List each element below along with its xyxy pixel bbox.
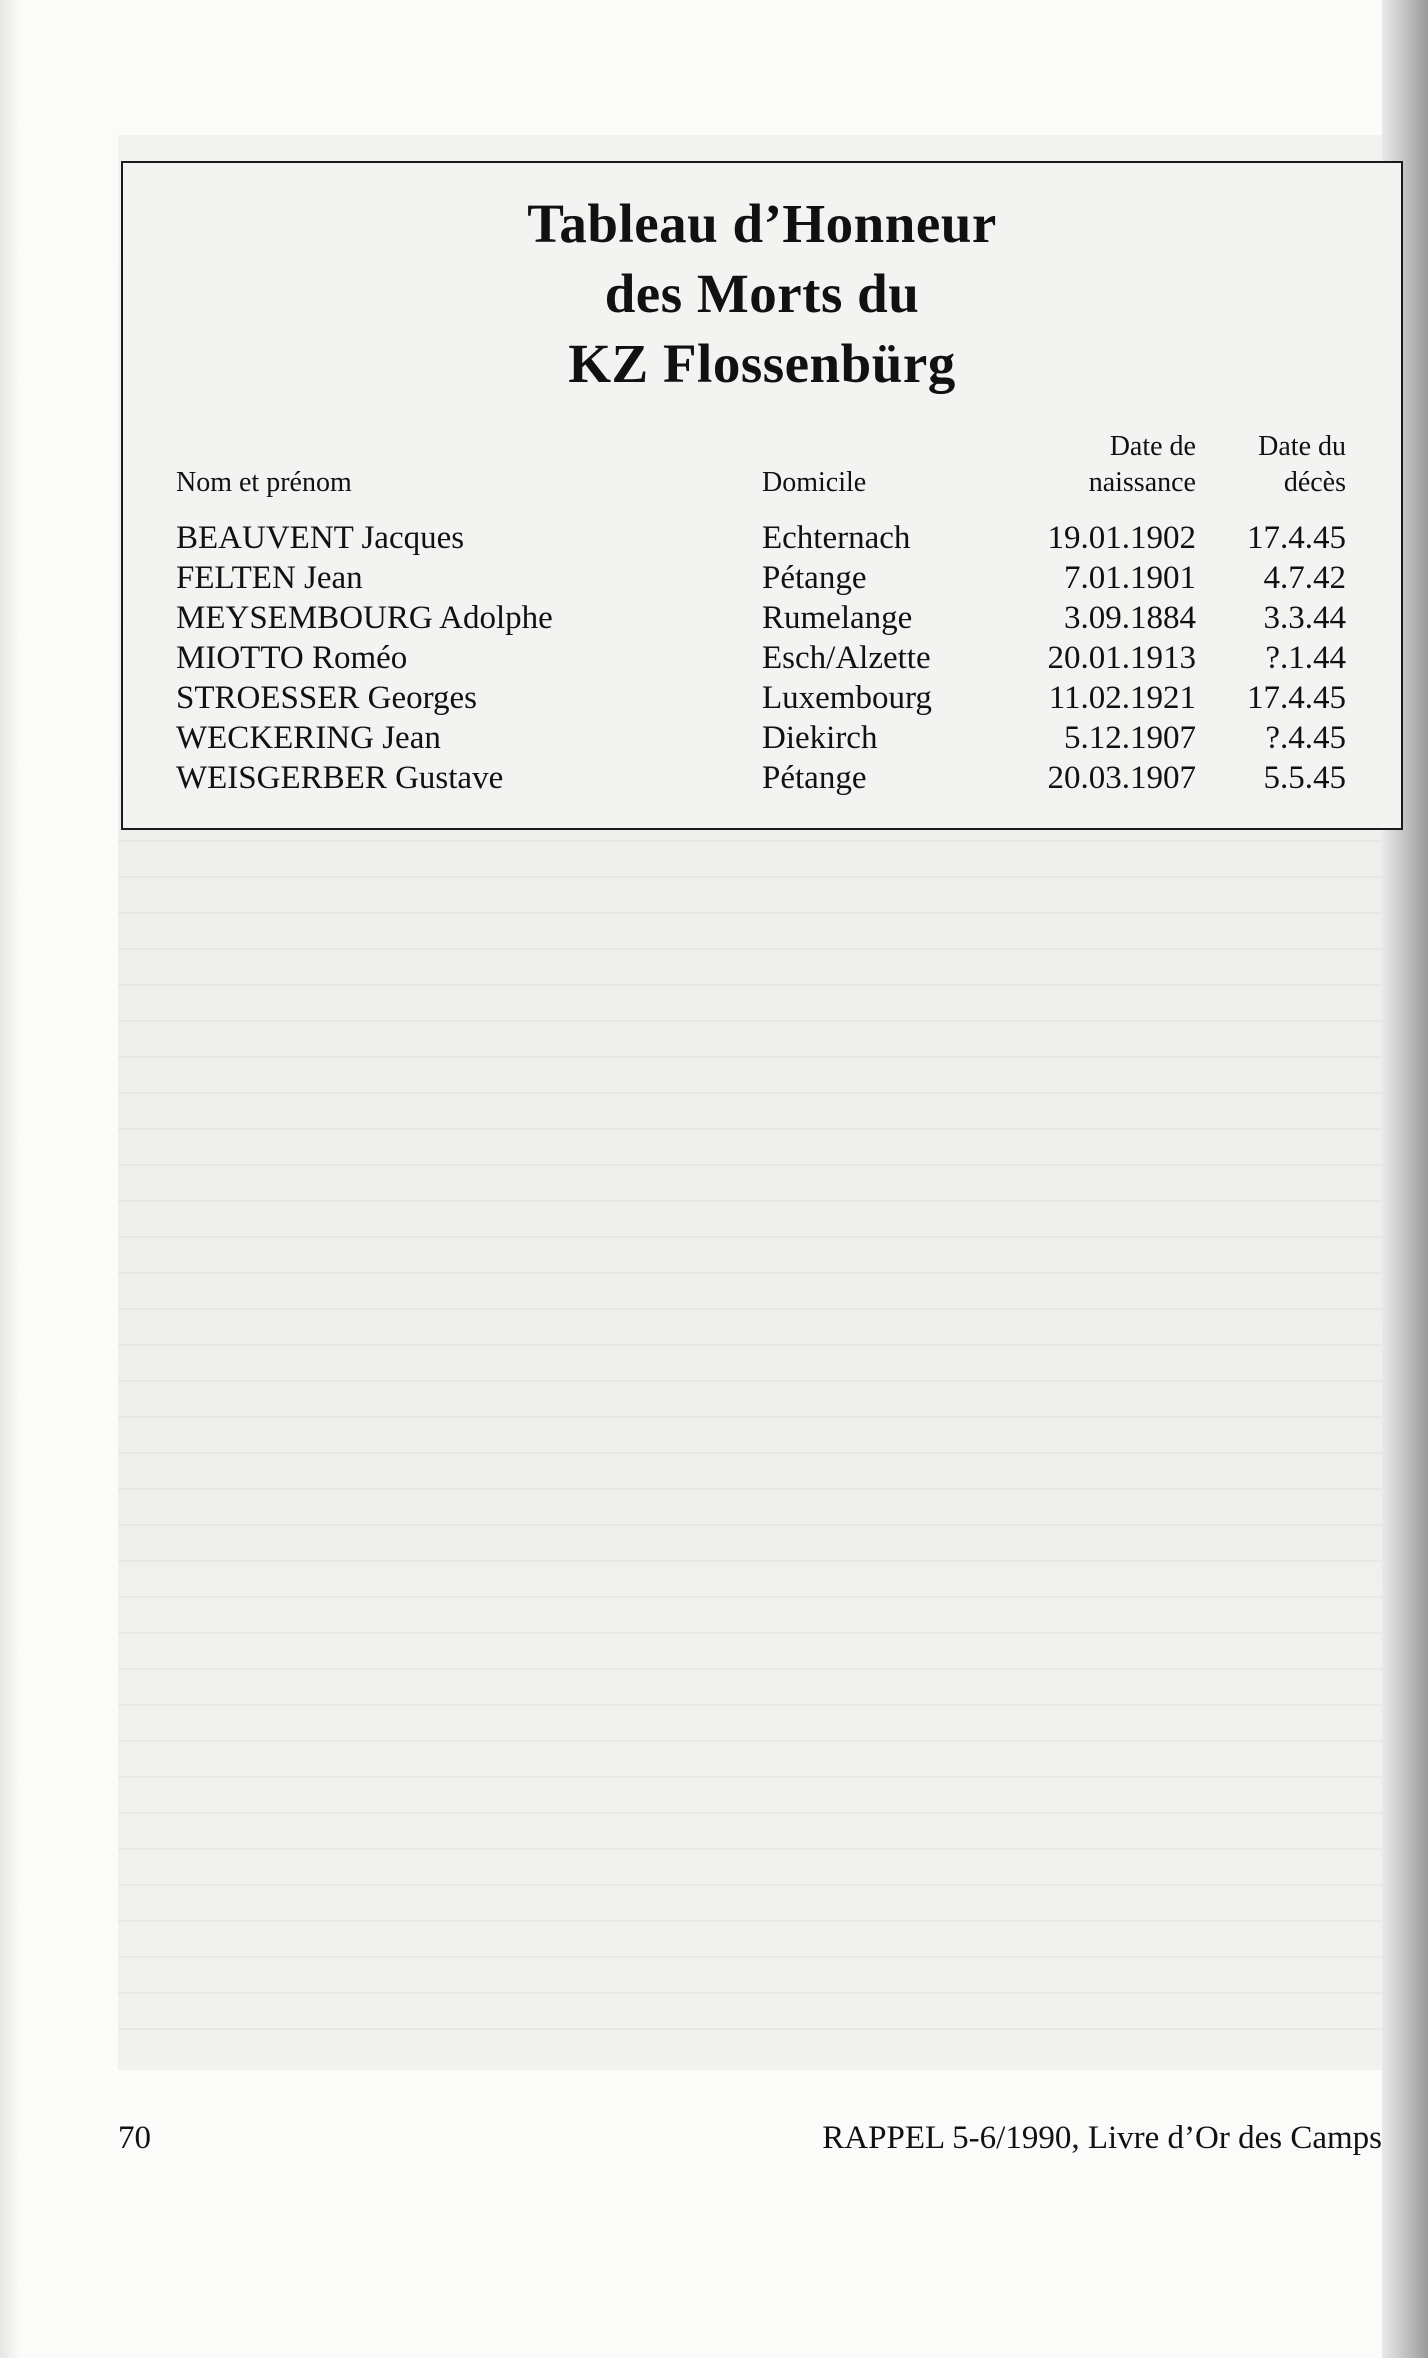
birth-date: 7.01.1901 bbox=[1064, 560, 1196, 596]
header-death-date bbox=[1258, 429, 1346, 501]
death-date: 17.4.45 bbox=[1247, 680, 1346, 716]
header-birth-date bbox=[1089, 429, 1196, 501]
death-date: ?.4.45 bbox=[1265, 720, 1346, 756]
person-domicile: Luxembourg bbox=[762, 680, 932, 716]
table-row bbox=[123, 678, 1401, 718]
person-name: WEISGERBER Gustave bbox=[176, 760, 504, 796]
honor-roll-box bbox=[121, 161, 1403, 830]
table-row bbox=[123, 598, 1401, 638]
person-name: BEAUVENT Jacques bbox=[176, 520, 465, 556]
birth-date: 5.12.1907 bbox=[1064, 720, 1196, 756]
death-date: 3.3.44 bbox=[1263, 600, 1346, 636]
person-name: WECKERING Jean bbox=[176, 720, 441, 756]
title-block bbox=[123, 189, 1401, 399]
title-line-2: des Morts du bbox=[604, 263, 920, 324]
table-row bbox=[123, 718, 1401, 758]
header-birth-line1: Date de bbox=[1109, 431, 1196, 462]
header-birth-line2: naissance bbox=[1088, 467, 1196, 498]
person-domicile: Diekirch bbox=[762, 720, 878, 756]
header-name: Nom et prénom bbox=[176, 467, 352, 498]
birth-date: 11.02.1921 bbox=[1048, 680, 1196, 716]
death-date: ?.1.44 bbox=[1265, 640, 1346, 676]
person-domicile: Pétange bbox=[762, 760, 867, 796]
table-row bbox=[123, 758, 1401, 798]
person-name: FELTEN Jean bbox=[176, 560, 363, 596]
birth-date: 20.01.1913 bbox=[1047, 640, 1196, 676]
publication-source: RAPPEL 5-6/1990, Livre d’Or des Camps bbox=[822, 2120, 1382, 2156]
person-name: STROESSER Georges bbox=[176, 680, 477, 716]
person-domicile: Esch/Alzette bbox=[762, 640, 931, 676]
header-death-line2: décès bbox=[1283, 467, 1346, 498]
person-domicile: Rumelange bbox=[762, 600, 913, 636]
title-line-1: Tableau d’Honneur bbox=[527, 193, 997, 254]
person-name: MEYSEMBOURG Adolphe bbox=[176, 600, 553, 636]
table-row bbox=[123, 638, 1401, 678]
birth-date: 3.09.1884 bbox=[1064, 600, 1196, 636]
page-gutter-shadow bbox=[0, 0, 20, 2358]
table-row bbox=[123, 558, 1401, 598]
header-death-line1: Date du bbox=[1258, 431, 1346, 462]
header-domicile: Domicile bbox=[762, 467, 867, 498]
page-number: 70 bbox=[118, 2120, 151, 2156]
person-domicile: Pétange bbox=[762, 560, 867, 596]
person-name: MIOTTO Roméo bbox=[176, 640, 408, 676]
death-date: 17.4.45 bbox=[1247, 520, 1346, 556]
table-row bbox=[123, 518, 1401, 558]
person-domicile: Echternach bbox=[762, 520, 911, 556]
bleed-through-lines bbox=[118, 840, 1390, 2040]
death-date: 4.7.42 bbox=[1263, 560, 1346, 596]
birth-date: 19.01.1902 bbox=[1047, 520, 1196, 556]
title-line-3: KZ Flossenbürg bbox=[568, 333, 956, 394]
death-date: 5.5.45 bbox=[1263, 760, 1346, 796]
birth-date: 20.03.1907 bbox=[1047, 760, 1196, 796]
